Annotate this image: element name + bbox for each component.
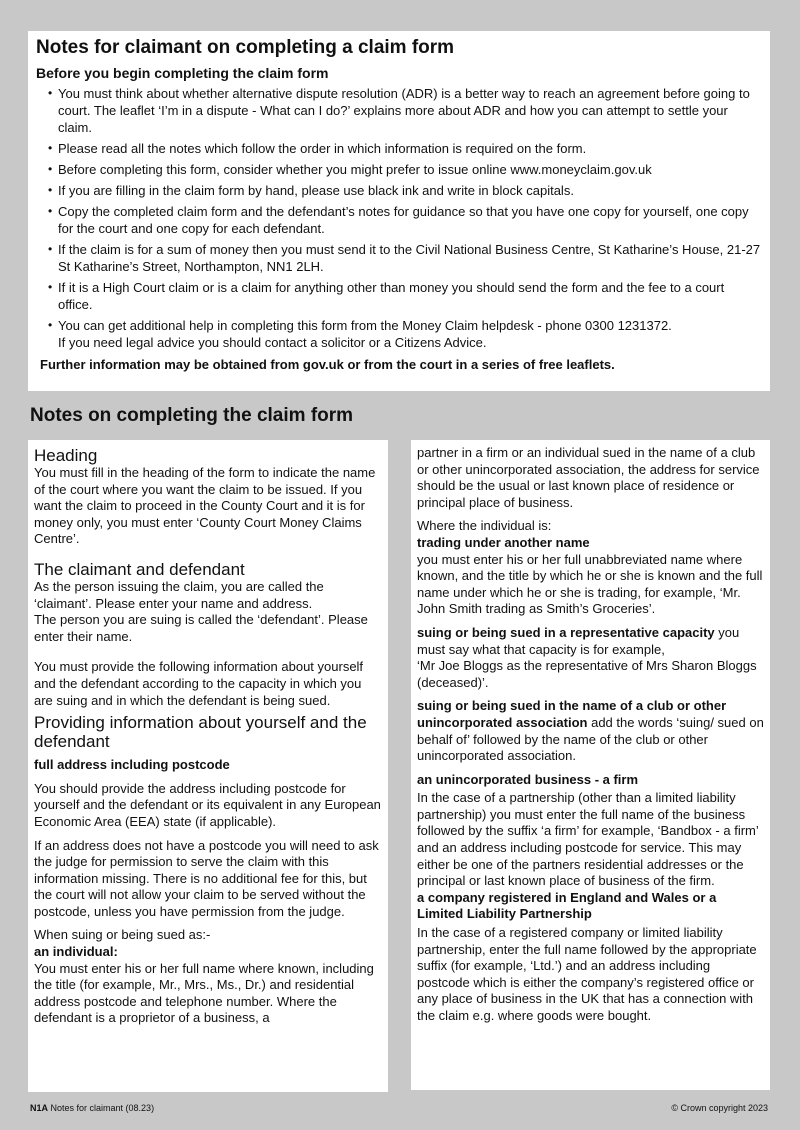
capacity-text: You must provide the following information about yourself and the defendant according to the capacity in which you are suing and in which the defendant is being sued. (34, 659, 364, 708)
intro-bullet: • If you are filling in the claim form by hand, please use black ink and write in block capitals. (48, 182, 762, 199)
where-individual-text: Where the individual is: (417, 518, 552, 534)
trading-subheading: trading under another name (417, 534, 590, 550)
intro-bullet: • Please read all the notes which follow the order in which information is required on the form. (48, 140, 762, 157)
claimant-text: As the person issuing the claim, you are called the ‘claimant’. Please enter your name and address. (34, 578, 324, 611)
representative-para (417, 625, 764, 658)
footer-copyright: © Crown copyright 2023 (671, 1103, 768, 1113)
club-text: add the words ‘suing/ sued on behalf of’ followed by the name of the club or other unincorporated association. (417, 714, 764, 764)
heading-section-title: Heading (34, 446, 98, 465)
firm-text: In the case of a partnership (other than a limited liability partnership) you must enter the full name of the business followed by the suffix ‘a firm’ for example, ‘Bandbox - a firm’ and an address including postcode for service. This may either be one of the partners residential addresses or the principal or last known place of business of the firm. (417, 790, 759, 889)
address-text: You should provide the address including postcode for yourself and the defendant or its equivalent in any European Economic Area (EEA) state (if applicable). (34, 780, 381, 829)
postcode-text: If an address does not have a postcode you will need to ask the judge for permission to serve the claim with this information missing. There is no additional fee for this, but the court will not allow your claim to be served without the postcode, unless you have permission from the judge. (34, 837, 379, 919)
club-subheading: suing or being sued in the name of a club or other unincorporated association (417, 698, 727, 730)
further-info: Further information may be obtained from gov.uk or from the court in a series of free leaflets. (40, 357, 615, 372)
intro-box (28, 31, 770, 391)
representative-subheading: suing or being sued in a representative capacity (417, 624, 715, 640)
individual-text: You must enter his or her full name where known, including the title (for example, Mr., Mrs., Ms., Dr.) and residential address postcode and telephone number. Where the defendant is a proprietor of a business, a (34, 960, 374, 1026)
trading-text: you must enter his or her full unabbreviated name where known, and the title by which he or she is known and the full name under which he or she is trading, for example, ‘Mr. John Smith trading as Smith’s Groceries’. (417, 551, 763, 617)
intro-bullet: • Copy the completed claim form and the defendant’s notes for guidance so that you have one copy for yourself, one copy for the court and one copy for each defendant. (48, 203, 762, 237)
intro-bullet: • You must think about whether alternative dispute resolution (ADR) is a better way to reach an agreement before going to court. The leaflet ‘I’m in a dispute - What can I do?’ explains more about ADR and how you can attempt to settle your claim. (48, 85, 762, 136)
heading-section-text: You must fill in the heading of the form to indicate the name of the court where you want the claim to be issued. If you want the claim to proceed in the County Court and it is for money only, you must enter ‘County Court Money Claims Centre’. (34, 465, 376, 547)
club-para (417, 698, 764, 764)
section-title: Notes on completing the claim form (30, 405, 354, 426)
footer-form-code (30, 1103, 154, 1113)
firm-subheading: an unincorporated business - a firm (417, 771, 639, 787)
providing-info-title: Providing information about yourself and the defendant (34, 713, 367, 752)
intro-bullet (48, 317, 762, 351)
address-subheading: full address including postcode (34, 757, 230, 773)
left-column (28, 440, 388, 1092)
defendant-text: The person you are suing is called the ‘defendant’. Please enter their name. (34, 612, 368, 644)
right-column (411, 440, 770, 1090)
continuation-text: partner in a firm or an individual sued in the name of a club or other unincorporated association, the address for service should be the usual or last known place of residence or principal place of business. (417, 445, 760, 510)
form-label: Notes for claimant (08.23) (48, 1103, 155, 1113)
intro-subtitle: Before you begin completing the claim form (36, 65, 329, 81)
when-suing-text: When suing or being sued as:- (34, 927, 211, 943)
form-code: N1A (30, 1103, 49, 1113)
claimant-defendant-title: The claimant and defendant (34, 559, 245, 579)
legal-advice-text: If you need legal advice you should contact a solicitor or a Citizens Advice. (58, 335, 487, 350)
representative-text: you must say what that capacity is for example, (417, 624, 740, 657)
intro-bullet: • If the claim is for a sum of money then you must send it to the Civil National Business Centre, St Katharine’s House, 21-27 St Katharine’s Street, Northampton, NN1 2LH. (48, 241, 762, 275)
intro-bullet: • Before completing this form, consider whether you might prefer to issue online www.moneyclaim.gov.uk (48, 161, 762, 178)
intro-bullet-list (48, 85, 762, 351)
intro-title: Notes for claimant on completing a claim form (36, 37, 455, 58)
representative-example: ‘Mr Joe Bloggs as the representative of Mrs Sharon Bloggs (deceased)’. (417, 658, 757, 690)
helpdesk-text: You can get additional help in completing this form from the Money Claim helpdesk - phone 0300 1231372. (58, 318, 672, 333)
intro-bullet: • If it is a High Court claim or is a claim for anything other than money you should send the form and the fee to a court office. (48, 279, 762, 313)
company-text: In the case of a registered company or limited liability partnership, enter the full name followed by the appropriate suffix (for example, ‘Ltd.’) and an address including postcode which is either the company’s registered office or any place of business in the UK that has a connection with the claim e.g. where goods were bought. (417, 925, 757, 1023)
individual-subheading: an individual: (34, 944, 118, 960)
company-subheading: a company registered in England and Wales or a Limited Liability Partnership (417, 889, 717, 922)
